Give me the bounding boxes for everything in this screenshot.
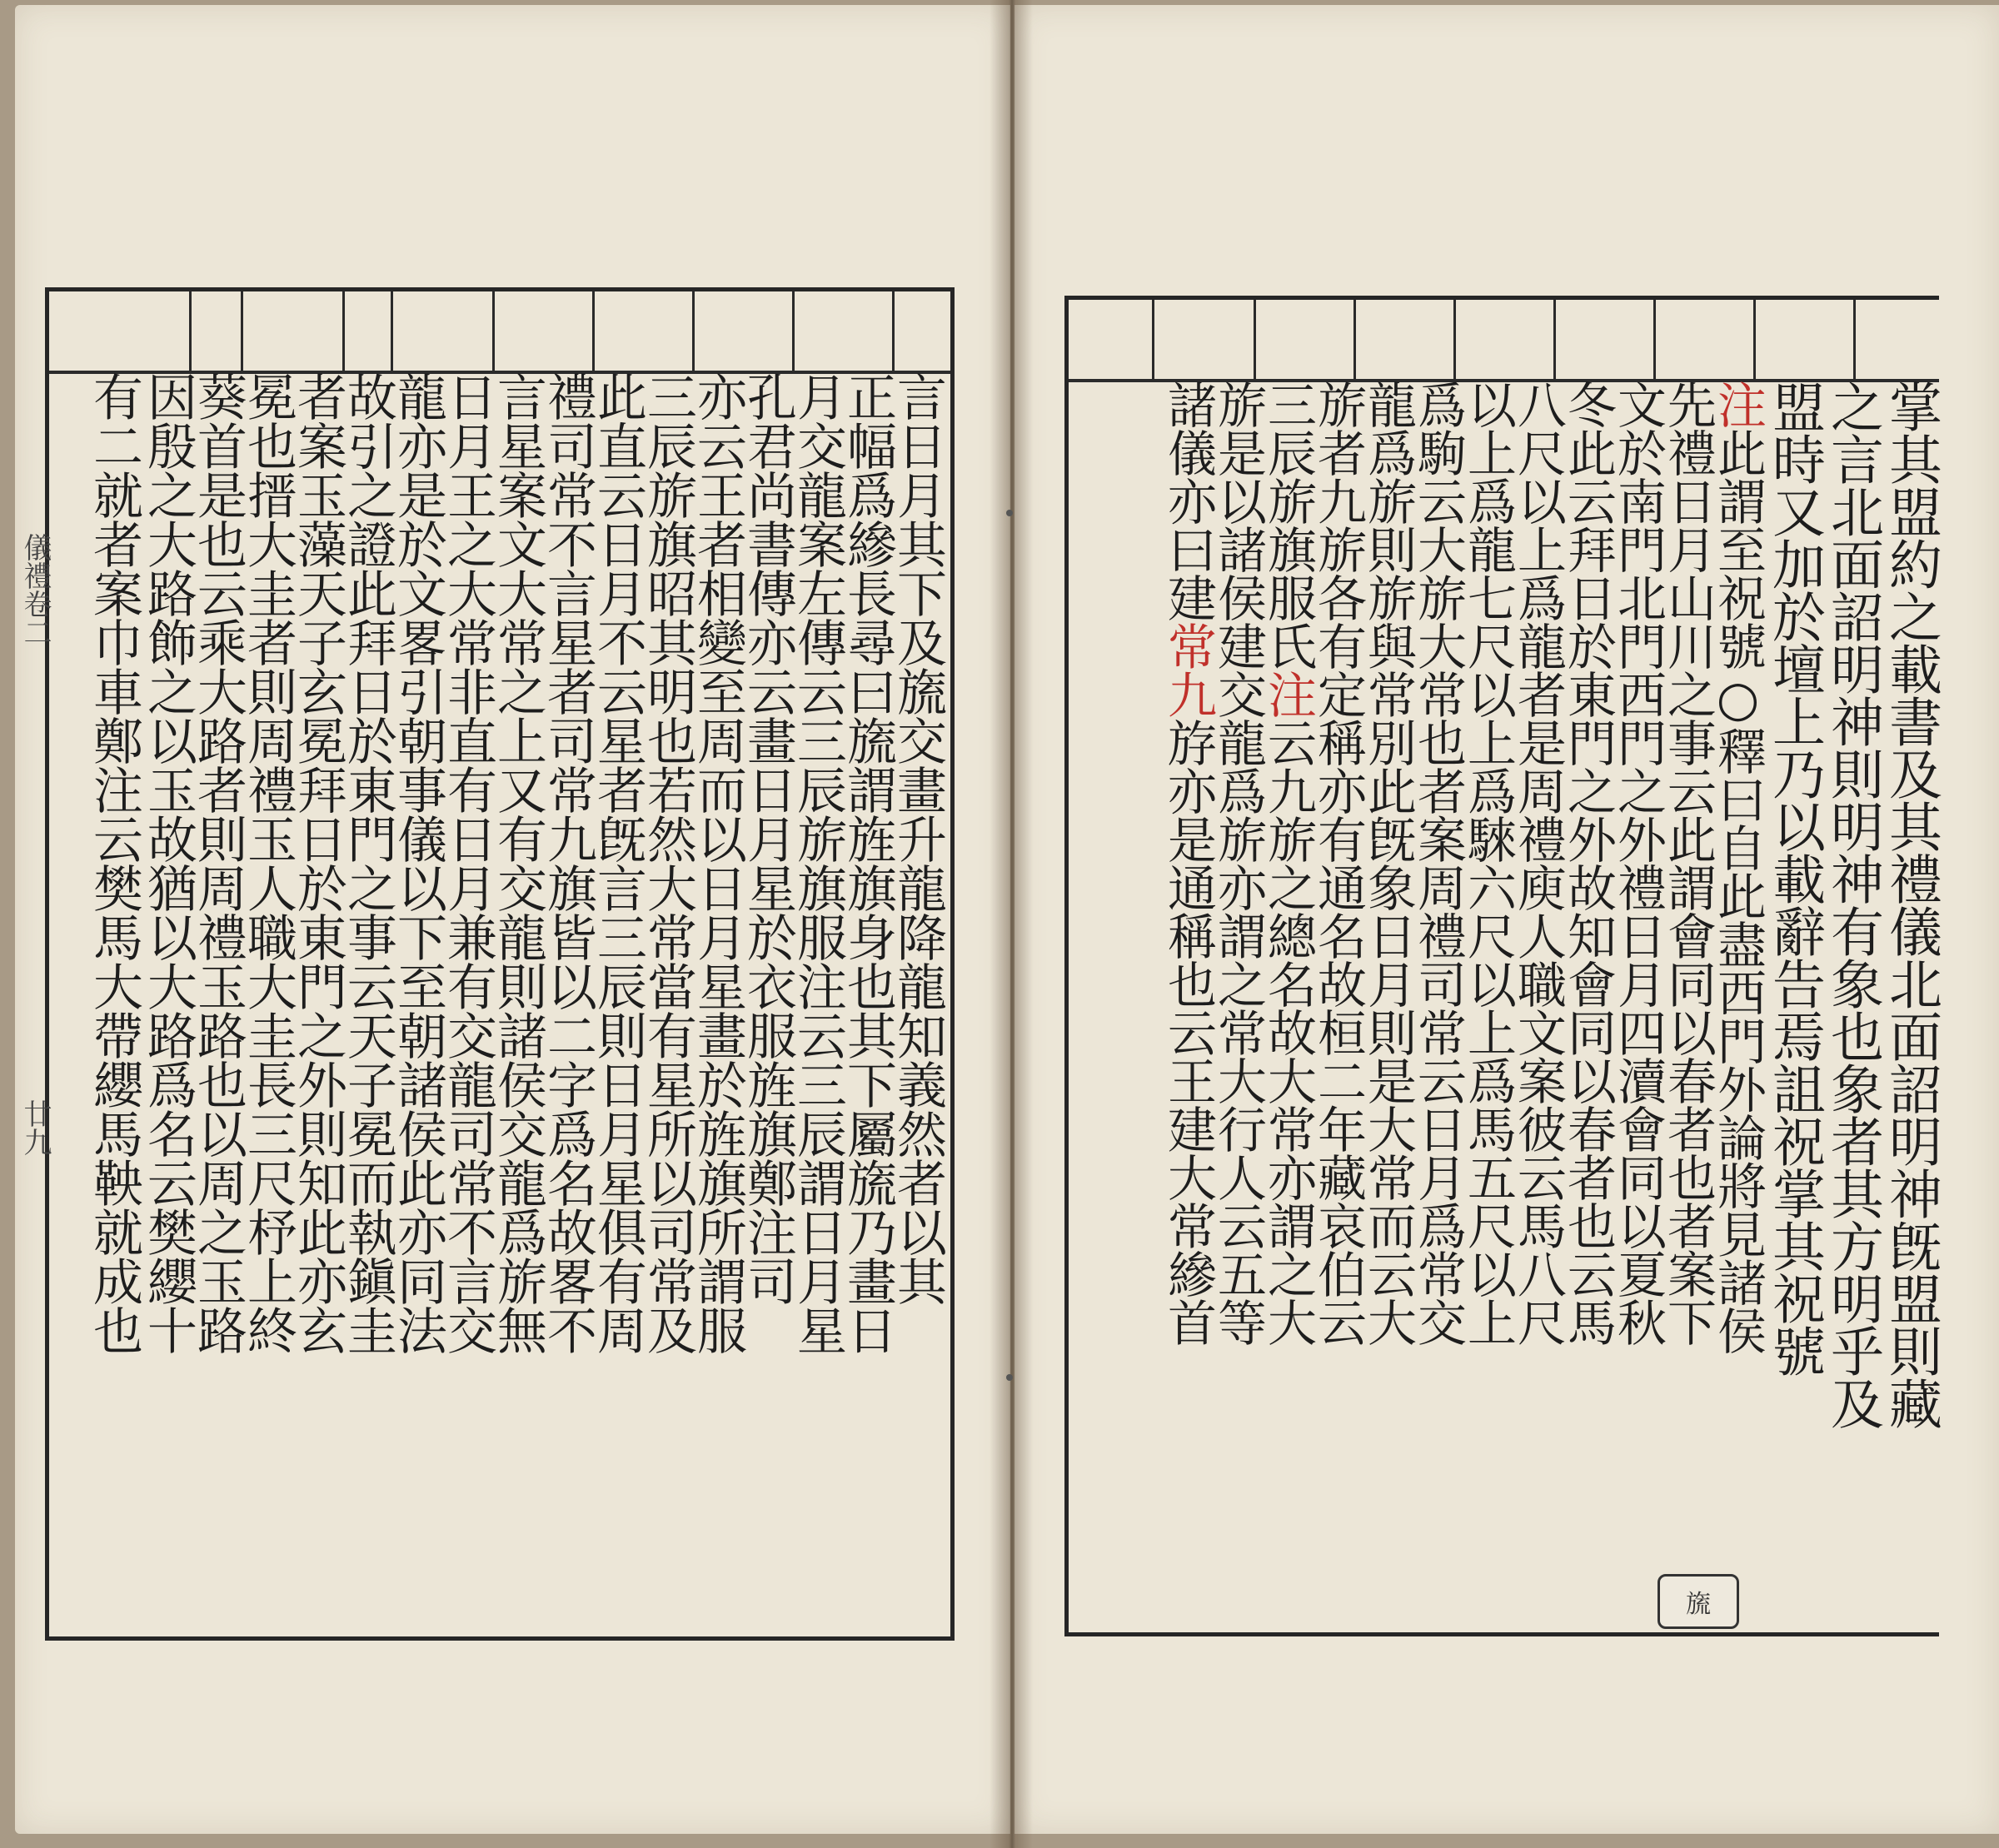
main-text-column: 盟時又加於壇上乃以載辭告焉詛祝掌其祝號	[1763, 380, 1825, 1377]
header-rule	[1853, 300, 1856, 379]
header-rule	[342, 291, 345, 371]
right-header-strip	[1069, 300, 1939, 382]
text-column: 言日月其下及旒交畫升龍降龍知義然者以其	[889, 371, 947, 1305]
binding-hole	[1006, 510, 1013, 516]
text-column: 者案玉藻天子玄冕拜日於東門之外則知此亦玄	[289, 371, 347, 1354]
main-text-column: 之言北面詔明神則明神有象也象者其方明乎及	[1822, 380, 1883, 1429]
left-header-strip	[49, 291, 950, 374]
header-rule	[1353, 300, 1356, 379]
header-rule	[1753, 300, 1756, 379]
margin-title: 儀禮卷二	[18, 533, 52, 646]
seal-text: 旒	[1686, 1590, 1711, 1619]
text-column: 三辰旂旗昭其明也若然大常當有星所以司常及	[639, 371, 697, 1354]
header-rule	[892, 291, 895, 371]
text-column: 旂者九旂各有定稱亦有通名故桓二年藏哀伯云	[1309, 380, 1367, 1346]
left-text-block	[45, 287, 955, 1641]
main-text-column: 掌其盟約之載書及其禮儀北面詔明神旣盟則藏	[1880, 380, 1942, 1429]
text-column: 八尺以上爲龍者是周禮庾人職文案彼云馬八尺	[1509, 380, 1567, 1346]
header-rule	[1553, 300, 1556, 379]
text-column: 此直云日月不云星者旣言三辰則日月星俱有周	[589, 371, 647, 1354]
text-column: 因殷之大路飾之以玉故猶以大路爲名云樊纓十	[139, 371, 197, 1354]
page-number: 廿九	[18, 1099, 52, 1156]
header-rule	[792, 291, 795, 371]
text-column: 有二就者案巾車鄭注云樊馬大帶纓馬鞅就成也	[85, 371, 143, 1354]
binding-hole	[1006, 1374, 1013, 1381]
header-rule	[1653, 300, 1656, 379]
text-column: 龍亦是於文畧引朝事儀以下至朝諸侯此亦同法	[389, 371, 447, 1354]
text-column: 孔君尚書傳亦云畫日月星於衣服旌旗鄭注司	[739, 371, 797, 1305]
header-rule	[1152, 300, 1154, 379]
red-annotation-mark: 常九	[1159, 621, 1217, 718]
seal-stamp	[1658, 1574, 1739, 1629]
header-rule	[692, 291, 695, 371]
text-column: 正幅爲縿長尋曰旒謂旌旗身也其下屬旒乃畫日	[839, 371, 897, 1354]
text-column: 葵首是也云乘大路者則周禮玉路也以周之玉路	[189, 371, 247, 1354]
text-column: 日月王之大常非直有日月兼有交龍司常不言交	[439, 371, 497, 1354]
header-rule	[1453, 300, 1456, 379]
header-rule	[1254, 300, 1256, 379]
text-column: 龍爲旂則旂與常別此旣象日月則是大常而云大	[1359, 380, 1417, 1346]
text-column: 亦云王者相變至周而以日月星畫於旌旗所謂服	[689, 371, 747, 1354]
header-rule	[391, 291, 393, 371]
text-column: 旂是以諸侯建交龍爲旂亦謂之常大行人云五等	[1209, 380, 1267, 1346]
text-column: 故引之證此拜日於東門之事云天子冕而執鎭圭	[339, 371, 397, 1354]
right-text-block	[1064, 296, 1942, 1636]
header-rule	[189, 291, 192, 371]
red-annotation-mark: 注	[1709, 380, 1767, 428]
text-column: 冬此云拜日於東門之外故知會同以春者也云馬	[1559, 380, 1617, 1346]
header-rule	[241, 291, 243, 371]
text-column: 三辰旂旗服氏注云九旂之總名故大常亦謂之大	[1259, 380, 1317, 1346]
text-column: 先禮日月山川之事云此謂會同以春者也者案下	[1659, 380, 1717, 1346]
text-column: 諸儀亦曰建常九斿亦是通稱也云王建大常縿首	[1159, 380, 1217, 1346]
text-column: 注此謂至祝號○釋曰自此盡西門外論將見諸侯	[1709, 380, 1767, 1354]
text-column: 爲駒云大旂大常也者案周禮司常云日月爲常交	[1409, 380, 1467, 1346]
text-column: 言星案文大常之上又有交龍則諸侯交龍爲旂無	[489, 371, 547, 1354]
text-column: 以上爲龍七尺以上爲騋六尺以上爲馬五尺以上	[1459, 380, 1517, 1346]
red-annotation-mark: 注	[1259, 670, 1317, 718]
text-column: 文於南門北門西門之外禮日月四瀆會同以夏秋	[1609, 380, 1667, 1346]
text-column: 禮司常不言星者司常九旗皆以二字爲名故畧不	[539, 371, 597, 1354]
header-rule	[592, 291, 595, 371]
text-column: 月交龍案左傳云三辰旂旗服注云三辰謂日月星	[789, 371, 847, 1354]
header-rule	[492, 291, 495, 371]
text-column: 冕也搢大圭者則周禮玉人職大圭長三尺杼上終	[239, 371, 297, 1354]
book-gutter	[990, 0, 1033, 1848]
